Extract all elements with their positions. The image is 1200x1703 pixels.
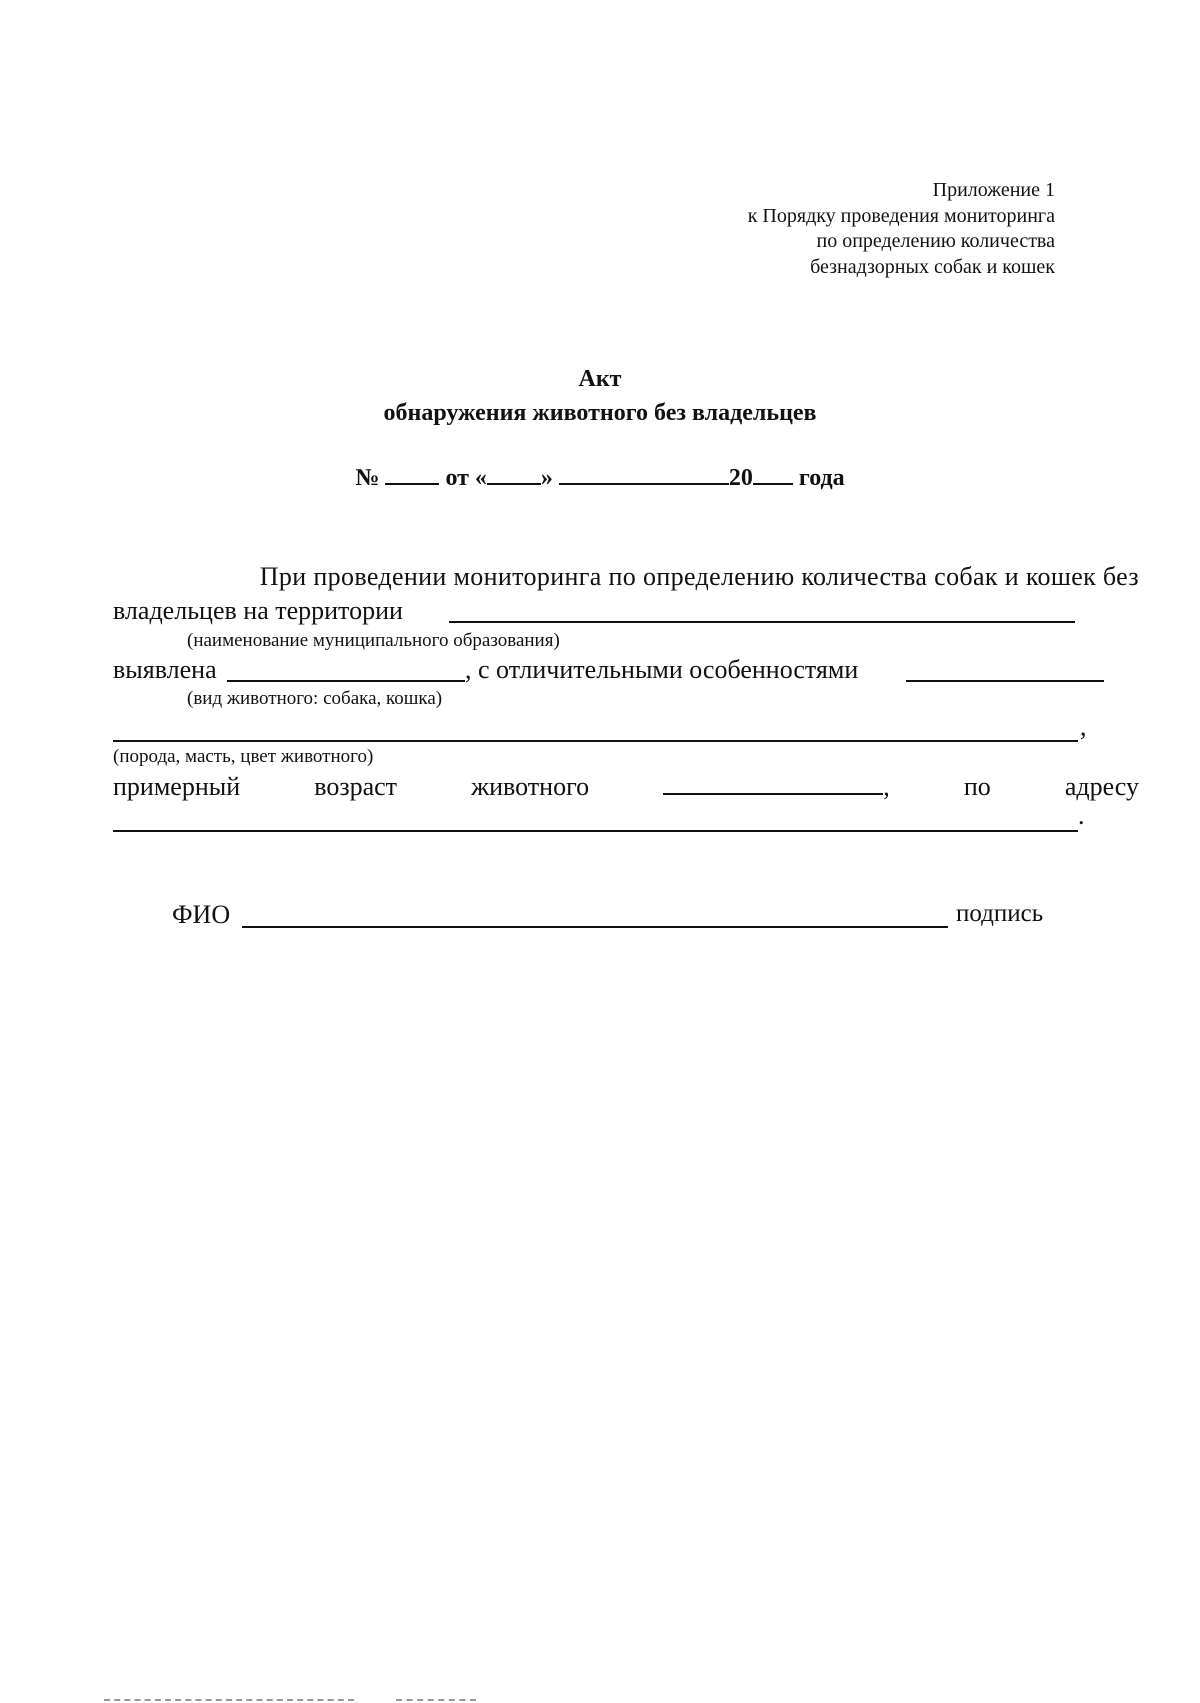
caption-breed: (порода, масть, цвет животного) — [113, 746, 374, 767]
fio-field[interactable] — [242, 926, 948, 928]
age-comma: , — [883, 772, 890, 801]
day-field[interactable] — [487, 463, 541, 485]
appendix-line-1: Приложение 1 — [932, 179, 1055, 201]
age-word-3: животного — [471, 772, 590, 801]
features-field[interactable] — [906, 680, 1104, 682]
address-field[interactable] — [113, 830, 1078, 832]
address-word-2: адресу — [1064, 772, 1139, 801]
breed-comma: , — [1080, 712, 1087, 741]
number-date-line — [0, 463, 1200, 492]
appendix-line-4: безнадзорных собак и кошек — [810, 255, 1055, 278]
number-field[interactable] — [385, 463, 439, 485]
appendix-line-3: по определению количества — [816, 230, 1055, 252]
territory-label: владельцев на территории — [113, 596, 403, 625]
document-subtitle: обнаружения животного без владельцев — [383, 400, 817, 426]
breed-field[interactable] — [113, 740, 1078, 742]
address-word-1: по — [963, 772, 991, 801]
date-from-label: от « — [445, 465, 487, 491]
territory-field[interactable] — [449, 621, 1075, 623]
appendix-header — [748, 178, 1055, 280]
year-field[interactable] — [753, 463, 793, 485]
intro-text-1: При проведении мониторинга по определению количества собак и кошек без — [259, 562, 1139, 591]
age-word-1: примерный — [113, 772, 241, 801]
year-prefix: 20 — [728, 465, 753, 491]
age-field-group — [663, 772, 890, 802]
age-address-line — [113, 772, 1139, 802]
caption-animal-type: (вид животного: собака, кошка) — [187, 688, 443, 709]
year-label: года — [798, 465, 845, 491]
signature-label: подпись — [956, 900, 1044, 927]
age-field[interactable] — [663, 773, 883, 795]
close-quote: » — [540, 465, 553, 491]
month-field[interactable] — [559, 463, 729, 485]
number-sign: № — [355, 465, 380, 491]
scan-artifact-right — [396, 1699, 476, 1701]
address-period: . — [1078, 801, 1085, 830]
found-label: выявлена — [113, 655, 217, 684]
appendix-line-2: к Порядку проведения мониторинга — [747, 204, 1055, 227]
age-word-2: возраст — [314, 772, 398, 801]
caption-municipality: (наименование муниципального образования) — [187, 630, 560, 651]
scan-artifact-left — [104, 1699, 354, 1701]
intro-line-1 — [113, 562, 1139, 592]
features-label: , с отличительными особенностями — [465, 655, 859, 684]
fio-label: ФИО — [172, 900, 231, 929]
document-title: Акт — [578, 366, 622, 392]
animal-type-field[interactable] — [227, 680, 465, 682]
